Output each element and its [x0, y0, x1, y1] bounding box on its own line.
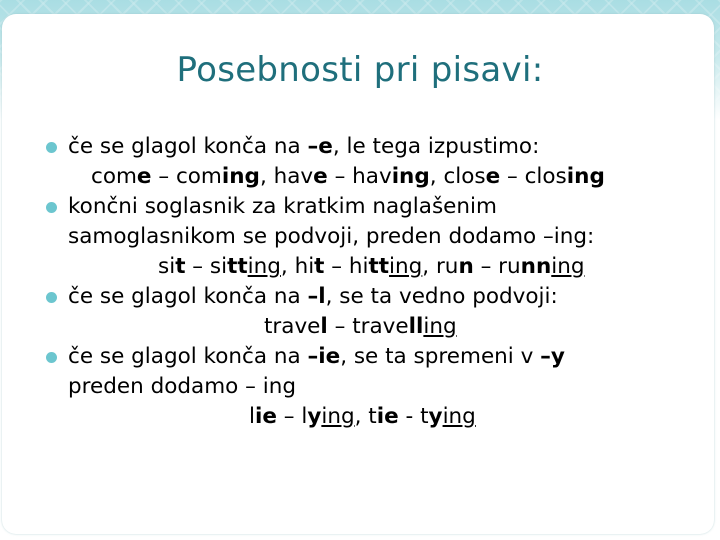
rule-3-text: če se glagol konča na	[68, 284, 308, 309]
example-sep: ,	[280, 254, 295, 279]
example-word: ru	[498, 254, 521, 279]
example-ending: e	[136, 164, 152, 189]
example-ending: n	[458, 254, 474, 279]
example-word: hav	[273, 164, 314, 189]
example-suffix: ing	[389, 254, 423, 279]
rule-4-line-2	[46, 372, 696, 402]
rule-2-line	[46, 192, 696, 222]
example-dash: –	[327, 164, 353, 189]
rule-3-example	[46, 312, 696, 342]
example-ending: tt	[227, 254, 248, 279]
example-dash: –	[473, 254, 499, 279]
example-ending: t	[175, 254, 186, 279]
rule-2-example	[46, 252, 696, 282]
rule-1-text: če se glagol konča na	[68, 134, 308, 159]
example-word: t	[368, 404, 377, 429]
example-dash: –	[500, 164, 525, 189]
rule-4-ending: –ie	[307, 344, 341, 369]
bullet-icon	[46, 352, 57, 363]
example-dash: –	[185, 254, 210, 279]
slide-title: Posebnosti pri pisavi:	[176, 50, 544, 90]
example-sep: ,	[354, 404, 369, 429]
example-dash: -	[398, 404, 421, 429]
example-word: l	[249, 404, 255, 429]
example-ending: tt	[368, 254, 390, 279]
example-word: hi	[348, 254, 369, 279]
example-suffix: ing	[551, 254, 585, 279]
example-word: com	[175, 164, 222, 189]
rule-4-mid: , se ta spremeni v	[340, 344, 541, 369]
example-ending: e	[485, 164, 501, 189]
rule-3-line	[46, 282, 696, 312]
rule-1-rest: , le tega izpustimo:	[332, 134, 540, 159]
example-word: si	[158, 254, 176, 279]
bullet-icon	[46, 202, 57, 213]
example-ending: l	[320, 314, 328, 339]
example-word: trave	[264, 314, 321, 339]
rule-1-line	[46, 132, 696, 162]
example-word: clos	[443, 164, 486, 189]
example-ending: ing	[566, 164, 605, 189]
example-ending: ie	[254, 404, 277, 429]
example-sep: ,	[422, 254, 436, 279]
example-word: com	[91, 164, 137, 189]
example-word: trave	[352, 314, 409, 339]
example-word: hi	[294, 254, 315, 279]
example-word: l	[301, 404, 308, 429]
example-ending: ie	[376, 404, 399, 429]
example-suffix: ing	[423, 314, 457, 339]
example-suffix: ing	[321, 404, 355, 429]
rule-4-example	[46, 402, 696, 432]
rule-4-text-2: preden dodamo – ing	[68, 374, 296, 399]
example-ending: y	[428, 404, 443, 429]
bullet-icon	[46, 142, 57, 153]
bullet-icon	[46, 292, 57, 303]
rule-1-example	[46, 162, 696, 192]
example-ending: y	[307, 404, 322, 429]
rule-1-ending: –e	[307, 134, 333, 159]
example-word: t	[420, 404, 429, 429]
example-ending: e	[313, 164, 328, 189]
example-sep: ,	[259, 164, 274, 189]
slide-content	[46, 132, 696, 432]
rule-2-line-2	[46, 222, 696, 252]
example-sep: ,	[429, 164, 444, 189]
example-ending: ing	[221, 164, 260, 189]
example-dash: –	[151, 164, 176, 189]
example-dash: –	[327, 314, 353, 339]
example-word: hav	[352, 164, 392, 189]
example-ending: t	[314, 254, 325, 279]
rule-4-text: če se glagol konča na	[68, 344, 308, 369]
example-ending: nn	[520, 254, 552, 279]
rule-2-text-1: končni soglasnik za kratkim naglašenim	[68, 194, 497, 219]
example-ending: ll	[408, 314, 424, 339]
rule-4-ending-2: –y	[540, 344, 565, 369]
example-dash: –	[276, 404, 302, 429]
example-dash: –	[324, 254, 349, 279]
example-suffix: ing	[442, 404, 476, 429]
example-word: clos	[524, 164, 567, 189]
example-word: ru	[435, 254, 459, 279]
example-suffix: ing	[247, 254, 281, 279]
rule-3-rest: , se ta vedno podvoji:	[325, 284, 558, 309]
rule-3-ending: –l	[307, 284, 326, 309]
example-word: si	[209, 254, 228, 279]
rule-2-text-2: samoglasnikom se podvoji, preden dodamo –ing:	[68, 224, 595, 249]
example-ending: ing	[391, 164, 430, 189]
rule-4-line	[46, 342, 696, 372]
